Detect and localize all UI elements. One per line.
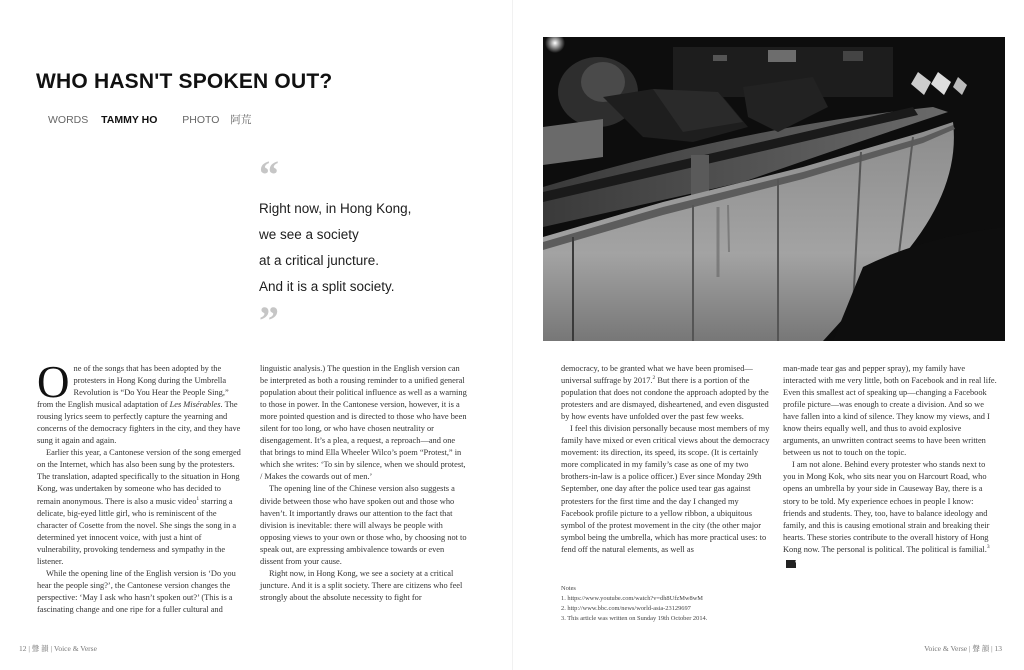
body-paragraph: linguistic analysis.) The question in the English version can be interpreted as both a rousing reminder to a unified general population about their political influence as well as a warning to those in power. In the Cantonese version, however, it is a more pointed question and is directed to those who have been silent for too long, or who have chosen neutrality or disengagement. It’s a plea, a request, a reproach—and one that brings to mind Ella Wheeler Wilco’s poem “Protest,” in which she writes: ‘To sin by silence, when we should protest, / Makes the cowards out of men.’ [260,364,467,482]
article-photo [543,37,1005,341]
photographer-name: 阿荒 [230,114,252,126]
body-column-1 [37,357,245,616]
body-column-2 [260,363,468,604]
end-mark-icon: V [786,560,796,568]
article-title: WHO HASN'T SPOKEN OUT? [36,70,333,93]
pull-quote-line: at a critical juncture. [259,253,380,268]
page-footer-left: 12 | 聲 韻 | Voice & Verse [19,644,97,653]
body-paragraph: I feel this division personally because most members of my family have mixed or even critical views about the democracy movement: its direction, its speed, its scope. (It is certainly more complicated in my family’s case as one of my two brothers-in-law is a police officer.) Ever since Monday 29th September, one day after the police used tear gas against protesters for the first time and the day I changed my Facebook profile picture to a yellow ribbon, a ubiquitous symbol of the protest movement in the city (the other major symbol being the umbrella, which has more practical uses: to fend off the natural elements, as well as [561,424,770,554]
footnote-ref: 3 [986,543,990,550]
drop-cap: O [37,357,70,407]
body-column-3 [561,363,771,556]
pull-quote-line: And it is a split society. [259,279,395,294]
pull-quote-line: Right now, in Hong Kong, [259,201,412,216]
body-column-4 [783,363,998,568]
note-link[interactable]: 2. http://www.bbc.com/news/world-asia-23129697 [561,605,691,612]
body-paragraph [37,357,245,447]
text-run: I am not alone. Behind every protester who stands next to you in Mong Kok, who sits near you on Harcourt Road, who opens an umbrella by your side in Causeway Bay, there is a story to be told. My experience echoes in people I know: friends and students. They, too, have to balance ideology and family, and this is causing emotional strain and breaking their hearts. These stories contribute to the overall history of Hong Kong now. The personal is political. The political is familial. [783,460,990,554]
author-name: TAMMY HO [101,114,158,126]
body-paragraph: While the opening line of the English version is ‘Do you hear the people sing?’, the Cantonese version changes the perspective: ‘May I ask who hasn’t spoken out?’ (This is a fascinating change and one ripe for a fuller cultural and [37,568,236,614]
body-paragraph [561,363,771,423]
italic-title: Les Misérables [169,400,221,410]
footnote-ref: 1 [196,495,200,502]
notes-heading: Notes [561,585,576,592]
open-quote-icon: “ [259,152,279,197]
page-footer-right: Voice & Verse | 聲 韻 | 13 [924,644,1002,653]
body-paragraph [37,447,245,567]
text-run: starring a delicate, big-eyed little girl, who is reminiscent of the character of Cosette from the novel. She sings the song in a determined yet innocent voice, with just a hint of vulnerability, provoking tenderness and sympathy in the listener. [37,496,237,566]
text-run: But there is a portion of the population that does not condone the approach adopted by the protesters and are dismayed, disheartened, and even disgusted by how events have unfolded over the past few weeks. [561,376,769,422]
note-link[interactable]: 1. https://www.youtube.com/watch?v=dh8UfzMw8wM [561,595,703,602]
text-run: Earlier this year, a Cantonese version of the song emerged on the Internet, which has also been sung by the protesters. The translation, adapted specifically to the situation in Hong Kong, was undertaken by someone who has decided to remain anonymous. There is also a music video [37,448,241,506]
spread-gutter [512,0,513,670]
note-item: 3. This article was written on Sunday 19th October 2014. [561,615,708,622]
body-paragraph: man-made tear gas and pepper spray), my family have interacted with me very little, both on Facebook and in real life. Even this smallest act of speaking up—changing a Facebook profile picture—was enough to create a division. And so we have fallen into a kind of silence. They know my views, and I know theirs equally well, and thus to avoid explosive arguments, an unwritten contract seems to have been written between us not to touch on the topic. [783,364,997,458]
text-run: . The rousing lyrics seem to perfectly capture the yearning and concerns of the democracy fighters in the city, and they have sung it again and again. [37,400,241,446]
credits-line [48,112,251,127]
pull-quote-line: we see a society [259,227,359,242]
pull-quote [259,152,499,343]
body-paragraph: Right now, in Hong Kong, we see a society at a critical juncture. And it is a split society. There are citizens who feel strongly about the absolute necessity to fight for [260,568,463,602]
footnotes [561,584,781,624]
body-paragraph: The opening line of the Chinese version also suggests a divide between those who have spoken out and those who haven’t. It importantly draws our attention to the fact that division is inevitable: there will always be people with opposing views to your own or those who, by choosing not to speak out, are expressing ambivalence towards or even dissent from your cause. [260,484,467,566]
body-paragraph [783,459,998,567]
words-label: WORDS [48,114,89,126]
text-run: ne of the songs that has been adopted by the protesters in Hong Kong during the Umbrella Revolution is “Do You Hear the People Sing,” from the English musical adaptation of [37,364,229,410]
footnote-ref: 2 [652,375,656,382]
close-quote-icon: ” [259,298,279,343]
text-run: democracy, to be granted what we have been promised—universal suffrage by 2017. [561,364,753,386]
photo-label: PHOTO [182,114,220,126]
